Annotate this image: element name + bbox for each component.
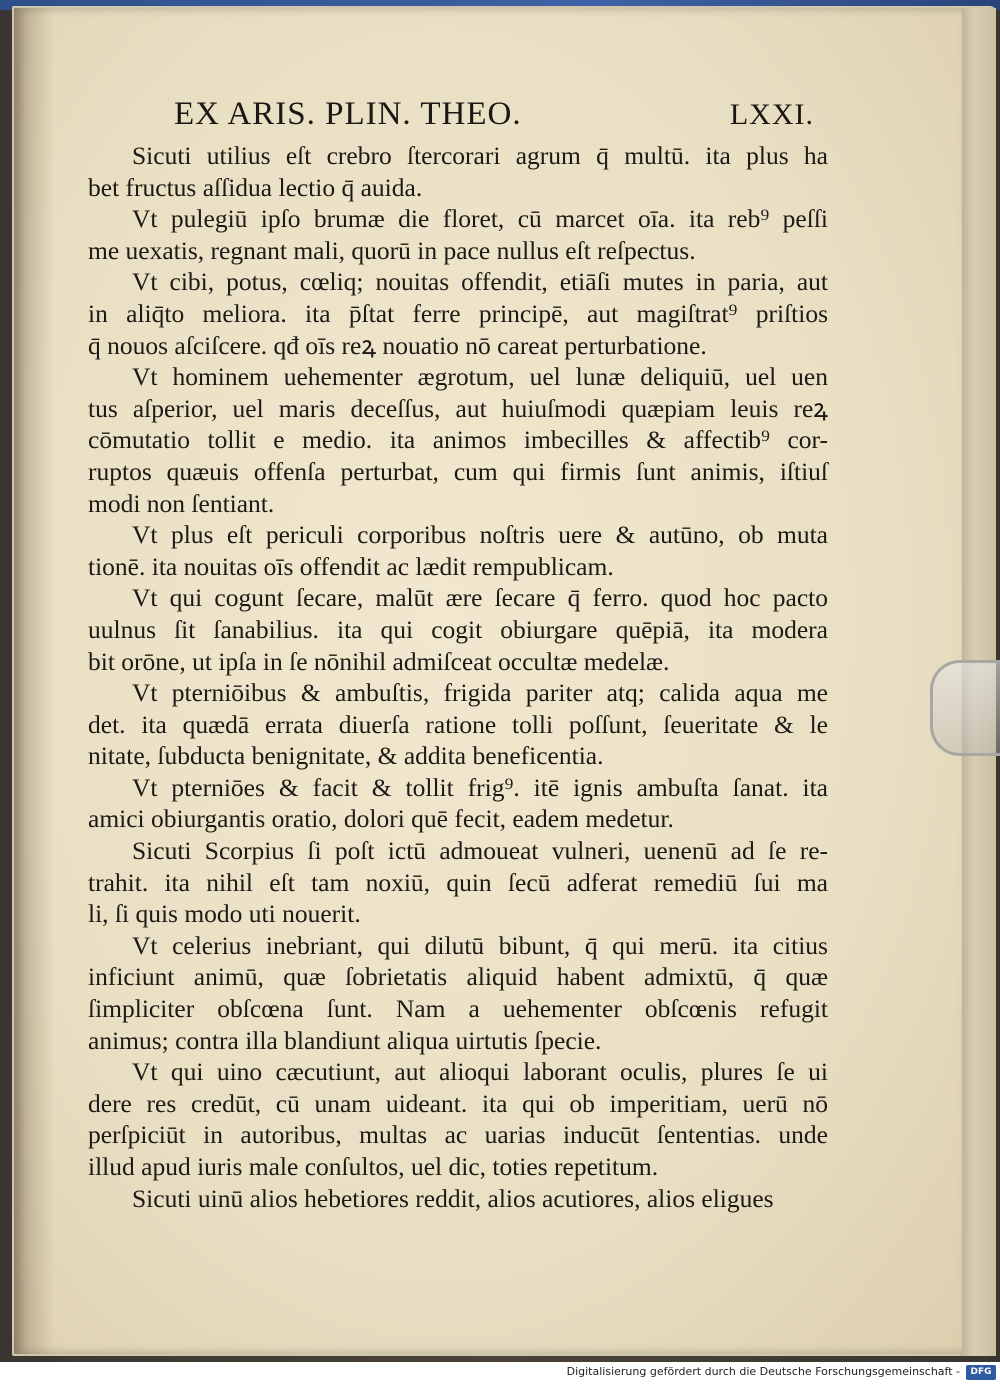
text-line: tus aſperior, uel maris deceſſus, aut huiuſmodi quæpiam leuis reꝝ bbox=[88, 393, 828, 423]
text-line: modi non ſentiant. bbox=[88, 488, 275, 518]
text-line: trahit. ita nihil eſt tam noxiū, quin ſecū adferat remediū ſui ma bbox=[88, 867, 828, 897]
text-line: ruptos quæuis offenſa perturbat, cum qui firmis ſunt animis, iſtiuſ bbox=[88, 456, 828, 486]
text-line: Vt pulegiū ipſo brumæ die floret, cū marcet oīa. ita reb⁹ peſſi bbox=[132, 204, 828, 234]
text-line: amici obiurgantis oratio, dolori quē fecit, eadem medetur. bbox=[88, 804, 674, 834]
running-head bbox=[174, 96, 814, 136]
text-line: Sicuti Scorpius ſi poſt ictū admoueat vulneri, uenenū ad ſe re- bbox=[132, 836, 828, 866]
text-line: illud apud iuris male conſultos, uel dic, toties repetitum. bbox=[88, 1152, 659, 1181]
text-line: nitate, ſubducta benignitate, & addita beneficentia. bbox=[88, 741, 604, 771]
body-text bbox=[88, 140, 828, 1214]
text-line: li, ſi quis modo uti nouerit. bbox=[88, 899, 361, 929]
book-page bbox=[14, 8, 962, 1354]
text-line: animus; contra illa blandiunt aliqua uirtutis ſpecie. bbox=[88, 1025, 602, 1055]
folio-number: LXXI. bbox=[729, 98, 814, 131]
text-line: Vt cibi, potus, cœliq; nouitas offendit, etiāſi mutes in paria, aut bbox=[132, 267, 828, 297]
text-line: uulnus ſit ſanabilius. ita qui cogit obiurgare quēpiā, ita modera bbox=[88, 614, 828, 644]
text-line: q̄ nouos aſciſcere. qđ oīs reꝝ nouatio nō careat perturbatione. bbox=[88, 330, 707, 360]
dfg-logo: DFG bbox=[966, 1365, 996, 1380]
text-line: inficiunt animū, quæ ſobrietatis aliquid habent admixtū, q̄ quæ bbox=[88, 962, 828, 992]
text-line: Sicuti utilius eſt crebro ſtercorari agrum q̄ multū. ita plus ha bbox=[132, 141, 828, 170]
funding-credit: Digitalisierung gefördert durch die Deutsche Forschungsgemeinschaft - bbox=[566, 1365, 960, 1378]
text-line: Vt pterniōes & facit & tollit frig⁹. itē ignis ambuſta ſanat. ita bbox=[132, 772, 828, 802]
text-line: bet fructus aſſidua lectio q̄ auida. bbox=[88, 172, 423, 202]
text-line: Vt qui uino cæcutiunt, aut alioqui laborant oculis, plures ſe ui bbox=[132, 1057, 828, 1087]
text-line: Sicuti uinū alios hebetiores reddit, alios acutiores, alios eligues bbox=[132, 1183, 774, 1213]
running-head-title: EX ARIS. PLIN. THEO. bbox=[174, 96, 522, 132]
text-line: in aliq̄to meliora. ita p̄ſtat ferre principē, aut magiſtrat⁹ priſtios bbox=[88, 298, 828, 328]
text-line: perſpiciūt in autoribus, multas ac uarias inducūt ſententias. unde bbox=[88, 1120, 828, 1150]
text-line: tionē. ita nouitas oīs offendit ac lædit rempublicam. bbox=[88, 551, 614, 581]
text-line: Vt celerius inebriant, qui dilutū bibunt, q̄ qui merū. ita citius bbox=[132, 930, 828, 960]
text-line: Vt pterniōibus & ambuſtis, frigida pariter atq; calida aqua me bbox=[132, 678, 828, 708]
text-line: Vt hominem uehementer ægrotum, uel lunæ deliquiū, uel uen bbox=[132, 362, 828, 392]
text-line: me uexatis, regnant mali, quorū in pace nullus eſt reſpectus. bbox=[88, 235, 696, 265]
text-line: cōmutatio tollit e medio. ita animos imbecilles & affectib⁹ cor- bbox=[88, 425, 828, 455]
gutter-shadow bbox=[14, 8, 54, 1354]
text-line: Vt plus eſt periculi corporibus noſtris uere & autūno, ob muta bbox=[132, 520, 828, 550]
text-line: Vt qui cogunt ſecare, malūt ære ſecare q̄ ferro. quod hoc pacto bbox=[132, 583, 828, 613]
page-clip bbox=[930, 660, 1000, 756]
text-line: bit orōne, ut ipſa in ſe nōnihil admiſceat occultæ medelæ. bbox=[88, 646, 670, 676]
text-line: ſimpliciter obſcœna ſunt. Nam a uehementer obſcœnis refugit bbox=[88, 994, 828, 1024]
footer-bar bbox=[0, 1362, 1000, 1384]
text-line: dere res credūt, cū unam uideant. ita qui ob imperitiam, uerū nō bbox=[88, 1088, 828, 1118]
text-line: det. ita quædā errata diuerſa ratione tolli poſſunt, ſeueritate & le bbox=[88, 709, 828, 739]
